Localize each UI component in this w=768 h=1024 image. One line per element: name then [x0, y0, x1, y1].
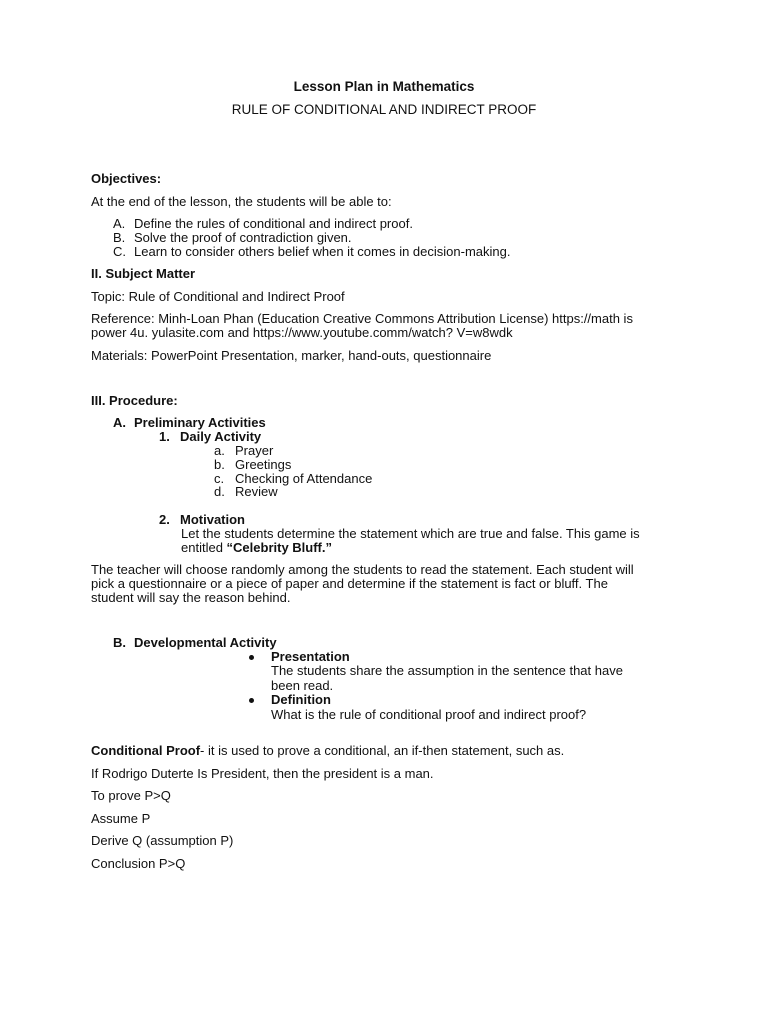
teacher-paragraph-line: The teacher will choose randomly among the students to read the statement. Each student will: [91, 562, 634, 577]
definition-label: Definition: [271, 692, 331, 707]
reference-line: power 4u. yulasite.com and https://www.youtube.comm/watch? V=w8wdk: [91, 325, 513, 340]
objectives-intro: At the end of the lesson, the students will be able to:: [91, 194, 392, 209]
daily-text: Greetings: [235, 457, 292, 472]
objective-item: [113, 244, 510, 259]
conditional-proof-line: [91, 743, 564, 758]
step-marker: 1.: [159, 429, 170, 444]
objectives-heading: Objectives:: [91, 171, 162, 186]
document-subtitle: RULE OF CONDITIONAL AND INDIRECT PROOF: [231, 102, 537, 117]
daily-marker: c.: [214, 471, 225, 486]
step-label: Daily Activity: [180, 429, 262, 444]
conditional-example: If Rodrigo Duterte Is President, then the president is a man.: [91, 766, 434, 781]
subject-matter-heading: II. Subject Matter: [91, 266, 196, 281]
section-label: Developmental Activity: [134, 635, 277, 650]
conclusion-line: Conclusion P>Q: [91, 856, 186, 871]
bullet-icon: [249, 655, 254, 660]
objective-marker: A.: [113, 216, 126, 231]
daily-item: [214, 457, 291, 472]
daily-text: Prayer: [235, 443, 274, 458]
motivation-text: Let the students determine the statement which are true and false. This game is: [181, 526, 640, 541]
teacher-paragraph-line: student will say the reason behind.: [91, 590, 291, 605]
daily-marker: b.: [214, 457, 225, 472]
derive-line: Derive Q (assumption P): [91, 833, 234, 848]
conditional-proof-desc: - it is used to prove a conditional, an if-then statement, such as.: [200, 743, 565, 758]
motivation-text: [181, 540, 332, 555]
motivation-prefix: entitled: [181, 540, 227, 555]
section-marker: A.: [113, 415, 126, 430]
topic-line: Topic: Rule of Conditional and Indirect Proof: [91, 289, 345, 304]
section-label: Preliminary Activities: [134, 415, 266, 430]
objective-item: [113, 230, 352, 245]
to-prove-line: To prove P>Q: [91, 788, 171, 803]
objective-text: Define the rules of conditional and indirect proof.: [134, 216, 413, 231]
objective-marker: B.: [113, 230, 126, 245]
bullet-icon: [249, 698, 254, 703]
step-label: Motivation: [180, 512, 245, 527]
developmental-activity-heading: [113, 635, 277, 650]
daily-activity-heading: [159, 429, 261, 444]
procedure-heading: III. Procedure:: [91, 393, 178, 408]
daily-item: [214, 443, 273, 458]
conditional-proof-label: Conditional Proof: [91, 743, 201, 758]
teacher-paragraph-line: pick a questionnaire or a piece of paper and determine if the statement is fact or bluff. The: [91, 576, 608, 591]
assume-line: Assume P: [91, 811, 151, 826]
presentation-text: The students share the assumption in the sentence that have: [271, 663, 623, 678]
materials-line: Materials: PowerPoint Presentation, marker, hand-outs, questionnaire: [91, 348, 492, 363]
definition-text: What is the rule of conditional proof and indirect proof?: [271, 707, 587, 722]
preliminary-activities-heading: [113, 415, 266, 430]
section-marker: B.: [113, 635, 126, 650]
daily-marker: d.: [214, 484, 225, 499]
presentation-label: Presentation: [271, 649, 350, 664]
objective-text: Solve the proof of contradiction given.: [134, 230, 352, 245]
game-title: “Celebrity Bluff.”: [226, 540, 333, 555]
document-title: Lesson Plan in Mathematics: [293, 79, 475, 94]
objective-item: [113, 216, 413, 231]
objective-text: Learn to consider others belief when it comes in decision-making.: [134, 244, 511, 259]
daily-marker: a.: [214, 443, 225, 458]
daily-text: Review: [235, 484, 278, 499]
daily-text: Checking of Attendance: [235, 471, 373, 486]
step-marker: 2.: [159, 512, 170, 527]
presentation-text: been read.: [271, 678, 334, 693]
objective-marker: C.: [113, 244, 126, 259]
daily-item: [214, 484, 278, 499]
reference-line: Reference: Minh-Loan Phan (Education Creative Commons Attribution License) https://math is: [91, 311, 633, 326]
motivation-heading: [159, 512, 245, 527]
